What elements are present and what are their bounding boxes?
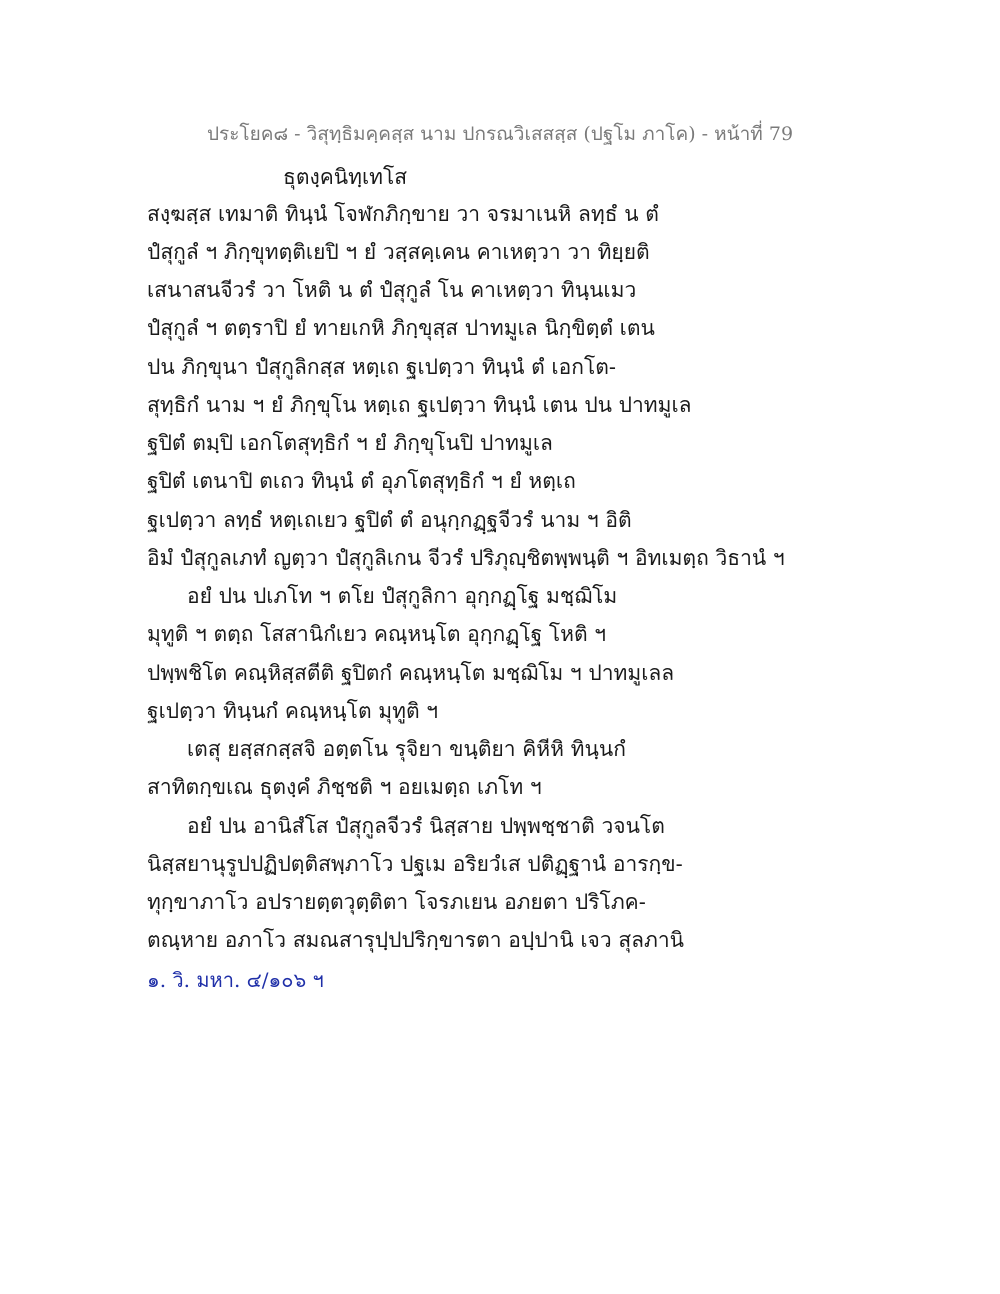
text-line: อิมํ ปํสุกูลเภทํ ญตฺวา ปํสุกูลิเกน จีวรํ ปริภุญฺชิตพฺพนฺติ ฯ อิทเมตฺถ วิธานํ ฯ (147, 546, 785, 570)
text-line: ปํสุกูลํ ฯ ตตฺราปิ ยํ ทายเกหิ ภิกฺขุสฺส ปาทมูเล นิกฺขิตฺตํ เตน (147, 316, 655, 340)
text-line: สุทฺธิกํ นาม ฯ ยํ ภิกฺขุโน หตฺเถ ฐเปตฺวา ทินฺนํ เตน ปน ปาทมูเล (147, 393, 692, 417)
text-line: สาทิตกฺขเณ ธุตงฺคํ ภิชฺชติ ฯ อยเมตฺถ เภโท ฯ (147, 775, 542, 799)
text-line: ปน ภิกฺขุนา ปํสุกูลิกสฺส หตฺเถ ฐเปตฺวา ทินฺนํ ตํ เอกโต- (147, 355, 616, 379)
page-header: ประโยค๘ - วิสุทฺธิมคฺคสฺส นาม ปกรณวิเสสสฺส (ปฐโม ภาโค) - หน้าที่ 79 (206, 123, 794, 145)
footnote: ๑. วิ. มหา. ๔/๑๐๖ ฯ (147, 968, 324, 992)
text-line: เตสุ ยสฺสกสฺสจิ อตฺตโน รุจิยา ขนฺติยา คิหีหิ ทินฺนกํ (187, 737, 626, 761)
text-line: ตณฺหาย อภาโว สมณสารุปฺปปริกฺขารตา อปฺปานิ เจว สุลภานิ (147, 928, 684, 952)
text-line: นิสฺสยานุรูปปฏิปตฺติสพฺภาโว ปฐเม อริยวํเส ปติฏฺฐานํ อารกฺข- (147, 852, 683, 876)
text-line: ปํสุกูลํ ฯ ภิกฺขุทตฺติเยปิ ฯ ยํ วสฺสคฺเคน คาเหตฺวา วา ทิยฺยติ (147, 240, 650, 264)
text-line: ปพฺพชิโต คณฺหิสฺสตีติ ฐปิตกํ คณฺหนฺโต มชฺฌิโม ฯ ปาทมูเลล (147, 661, 675, 685)
text-line: อยํ ปน ปเภโท ฯ ตโย ปํสุกูลิกา อุกฺกฏฺโฐ มชฺฌิโม (187, 584, 618, 608)
text-line: อยํ ปน อานิสํโส ปํสุกูลจีวรํ นิสฺสาย ปพฺพชฺชาติ วจนโต (187, 814, 665, 838)
text-line: เสนาสนจีวรํ วา โหติ น ตํ ปํสุกูลํ โน คาเหตฺวา ทินฺนเมว (147, 278, 637, 302)
section-title: ธุตงฺคนิทฺเทโส (283, 165, 408, 189)
text-line: ฐปิตํ เตนาปิ ตเถว ทินฺนํ ตํ อุภโตสุทฺธิกํ ฯ ยํ หตฺเถ (147, 469, 576, 493)
text-line: มุทูติ ฯ ตตฺถ โสสานิกํเยว คณฺหนฺโต อุกฺกฏฺโฐ โหติ ฯ (147, 622, 607, 646)
text-line: ทุกฺขาภาโว อปรายตฺตวุตฺติตา โจรภเยน อภยตา ปริโภค- (147, 890, 646, 914)
text-line: ฐปิตํ ตมฺปิ เอกโตสุทฺธิกํ ฯ ยํ ภิกฺขุโนปิ ปาทมูเล (147, 431, 553, 455)
text-line: ฐเปตฺวา ลทฺธํ หตฺเถเยว ฐปิตํ ตํ อนุกฺกฏฺฐจีวรํ นาม ฯ อิติ (147, 508, 632, 532)
text-line: สงฺฆสฺส เทมาติ ทินฺนํ โจฬกภิกฺขาย วา จรมาเนหิ ลทฺธํ น ตํ (147, 202, 659, 226)
text-line: ฐเปตฺวา ทินฺนกํ คณฺหนฺโต มุทูติ ฯ (147, 699, 439, 723)
